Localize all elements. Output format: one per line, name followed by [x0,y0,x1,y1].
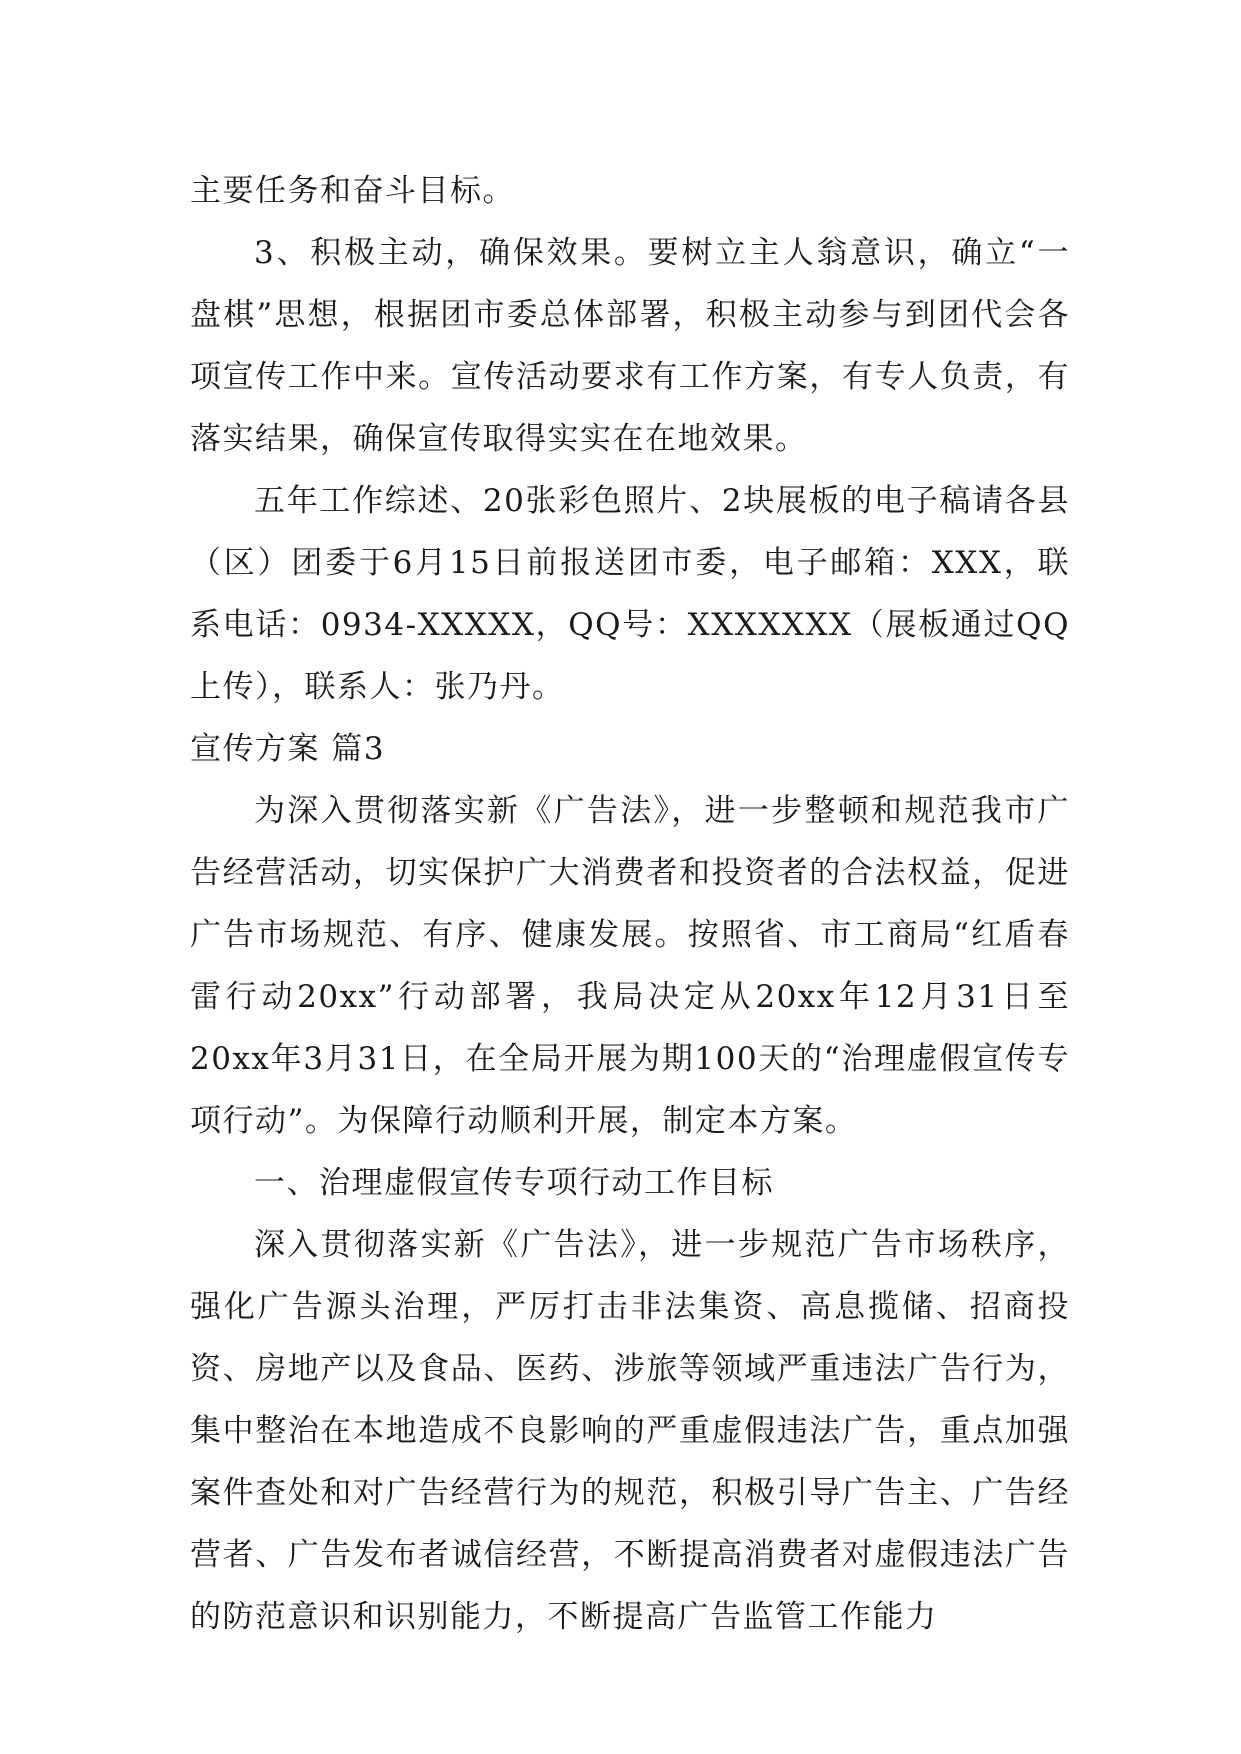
paragraph-work-goal: 深入贯彻落实新《广告法》，进一步规范广告市场秩序，强化广告源头治理，严厉打击非法集资、高息揽储、招商投资、房地产以及食品、医药、涉旅等领域严重违法广告行为，集中整治在本地造成不良影响的严重虚假违法广告，重点加强案件查处和对广告经营行为的规范，积极引导广告主、广告经营者、广告发布者诚信经营，不断提高消费者对虚假违法广告的防范意识和识别能力，不断提高广告监管工作能力 [190,1227,1070,1635]
paragraph-submission-contact: 五年工作综述、20张彩色照片、2块展板的电子稿请各县（区）团委于6月15日前报送团市委，电子邮箱：XXX，联系电话：0934-XXXXX，QQ号：XXXXXXX（展板通过QQ上传），联系人：张乃丹。 [190,483,1070,705]
document-body [190,160,1070,1648]
section-heading: 宣传方案 篇3 [190,731,386,767]
paragraph-continuation: 主要任务和奋斗目标。 [190,173,515,209]
paragraph-intro: 为深入贯彻落实新《广告法》，进一步整顿和规范我市广告经营活动，切实保护广大消费者和投资者的合法权益，促进广告市场规范、有序、健康发展。按照省、市工商局“红盾春雷行动20xx”行动部署，我局决定从20xx年12月31日至20xx年3月31日，在全局开展为期100天的“治理虚假宣传专项行动”。为保障行动顺利开展，制定本方案。 [190,793,1070,1139]
subheading-work-goal: 一、治理虚假宣传专项行动工作目标 [254,1165,774,1201]
paragraph-ensure-effect: 3、积极主动，确保效果。要树立主人翁意识，确立“一盘棋”思想，根据团市委总体部署，积极主动参与到团代会各项宣传工作中来。宣传活动要求有工作方案，有专人负责，有落实结果，确保宣传取得实实在在地效果。 [190,235,1070,457]
